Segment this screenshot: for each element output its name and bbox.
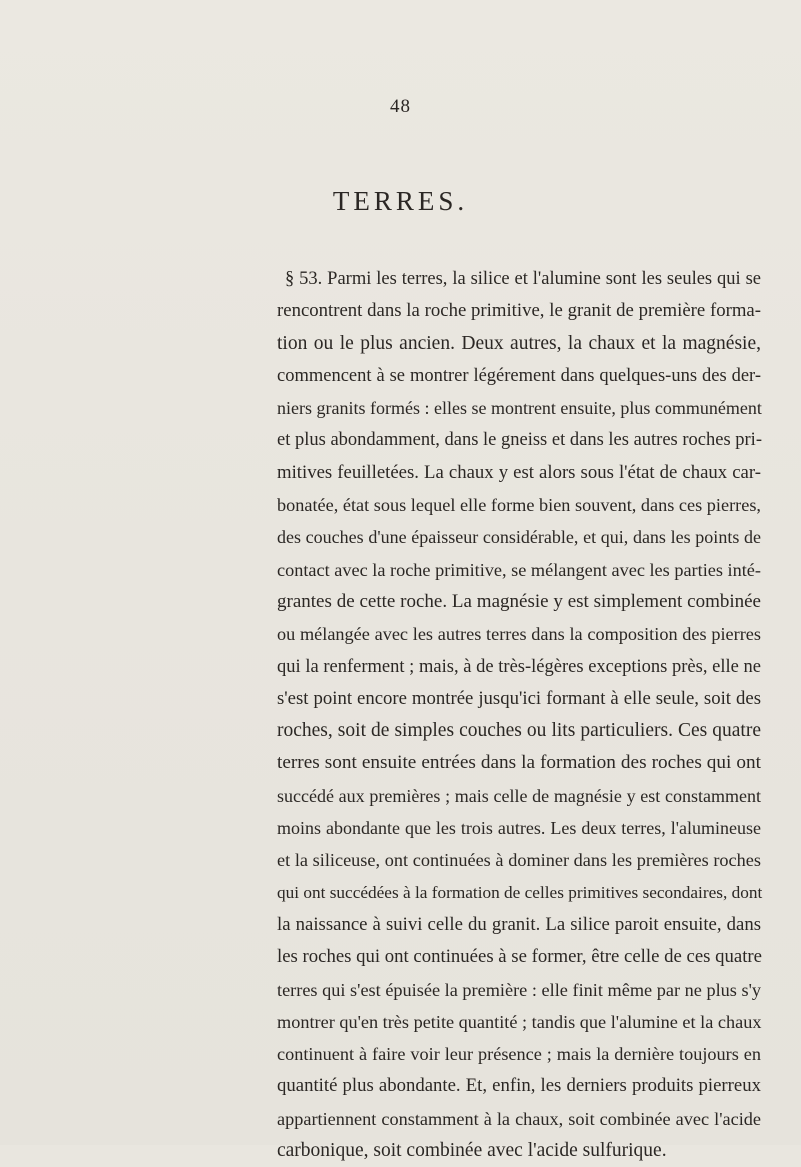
text-line: les roches qui ont continuées à se former, être celle de ces quatre <box>277 946 762 968</box>
text-line: contact avec la roche primitive, se mélangent avec les parties inté- <box>277 559 761 580</box>
text-line: commencent à se montrer légérement dans quelques-uns des der- <box>277 365 761 386</box>
text-line: succédé aux premières ; mais celle de magnésie y est constamment <box>277 785 761 806</box>
text-line: § 53. Parmi les terres, la silice et l'alumine sont les seules qui se <box>285 269 761 289</box>
page-number: 48 <box>390 96 411 117</box>
text-line: et plus abondamment, dans le gneiss et dans les autres roches pri- <box>277 430 762 451</box>
text-line: s'est point encore montrée jusqu'ici formant à elle seule, soit des <box>277 687 761 709</box>
section-heading: TERRES. <box>332 186 469 216</box>
text-line: moins abondante que les trois autres. Les deux terres, l'alumineuse <box>277 818 761 839</box>
text-line: tion ou le plus ancien. Deux autres, la chaux et la magnésie, <box>277 332 761 354</box>
text-line: ou mélangée avec les autres terres dans la composition des pierres <box>277 624 761 645</box>
text-line: bonatée, état sous lequel elle forme bien souvent, dans ces pierres, <box>277 495 761 516</box>
text-line: niers granits formés : elles se montrent ensuite, plus communément <box>277 398 762 419</box>
text-line: rencontrent dans la roche primitive, le granit de première forma- <box>277 300 761 322</box>
text-line: et la siliceuse, ont continuées à dominer dans les premières roches <box>277 850 761 871</box>
text-line: carbonique, soit combinée avec l'acide sulfurique. <box>277 1140 667 1162</box>
text-line: appartiennent constamment à la chaux, soit combinée avec l'acide <box>277 1108 761 1129</box>
text-line: la naissance à suivi celle du granit. La silice paroit ensuite, dans <box>277 913 761 935</box>
text-line: des couches d'une épaisseur considérable, et qui, dans les points de <box>277 527 761 548</box>
text-line: quantité plus abondante. Et, enfin, les derniers produits pierreux <box>277 1075 761 1097</box>
text-line: continuent à faire voir leur présence ; mais la dernière toujours en <box>277 1044 761 1065</box>
body-paragraph <box>277 263 761 1167</box>
text-line: mitives feuilletées. La chaux y est alors sous l'état de chaux car- <box>277 461 761 483</box>
text-line: grantes de cette roche. La magnésie y est simplement combinée <box>277 590 761 612</box>
text-line: qui ont succédées à la formation de celles primitives secondaires, dont <box>277 882 763 902</box>
text-line: terres sont ensuite entrées dans la formation des roches qui ont <box>277 752 761 774</box>
text-line: montrer qu'en très petite quantité ; tandis que l'alumine et la chaux <box>277 1011 762 1032</box>
text-line: qui la renferment ; mais, à de très-légères exceptions près, elle ne <box>277 656 761 677</box>
text-line: roches, soit de simples couches ou lits particuliers. Ces quatre <box>277 720 761 742</box>
text-line: terres qui s'est épuisée la première : elle finit même par ne plus s'y <box>277 979 761 1000</box>
